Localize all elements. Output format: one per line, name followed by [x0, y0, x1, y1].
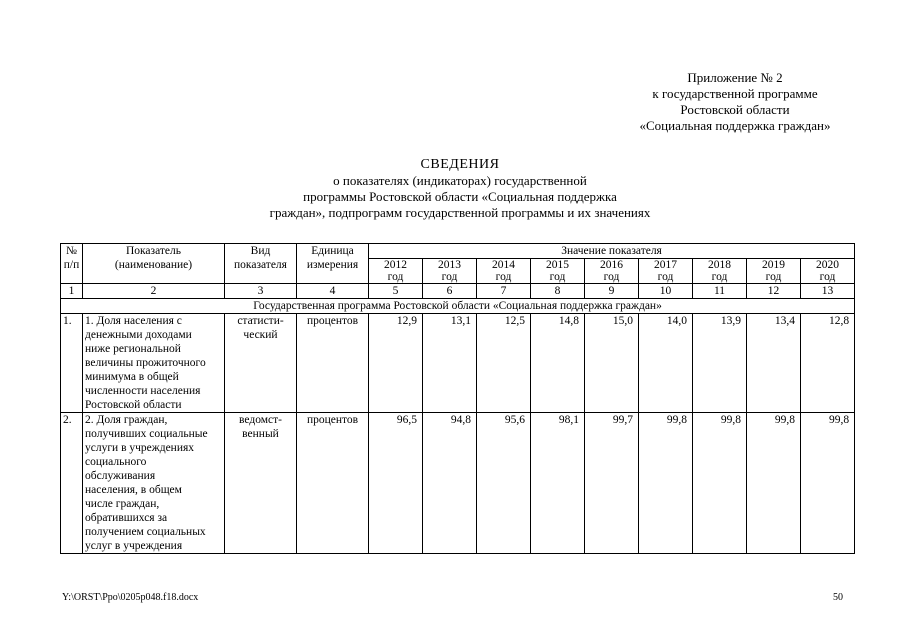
appendix-line: Приложение № 2: [687, 70, 783, 85]
appendix-line: «Социальная поддержка граждан»: [639, 118, 831, 133]
value-cell: 14,0: [639, 314, 693, 413]
column-number: 1: [61, 284, 83, 299]
title-line: программы Ростовской области «Социальная поддержка: [303, 189, 617, 204]
column-number: 3: [225, 284, 297, 299]
row-number: 2.: [61, 413, 83, 554]
value-cell: 12,8: [801, 314, 855, 413]
header-text: показателя: [234, 259, 287, 271]
indicator-line: обратившихся за: [85, 512, 168, 524]
value-cell: 99,8: [639, 413, 693, 554]
header-text: Вид: [250, 245, 271, 257]
column-number: 4: [297, 284, 369, 299]
year-label: 2015: [546, 259, 569, 271]
value-cell: 98,1: [531, 413, 585, 554]
year-label: 2012: [384, 259, 407, 271]
year-label: 2016: [600, 259, 623, 271]
indicator-type: [225, 413, 297, 554]
value-cell: 96,5: [369, 413, 423, 554]
year-label: 2019: [762, 259, 785, 271]
header-text: Единица: [311, 245, 354, 257]
value-cell: 13,9: [693, 314, 747, 413]
col-header-unit: [297, 244, 369, 284]
column-number: 12: [747, 284, 801, 299]
title-line: о показателях (индикаторах) государственной: [333, 173, 587, 188]
type-line: ческий: [243, 329, 278, 341]
column-number: 10: [639, 284, 693, 299]
header-text: (наименование): [114, 259, 193, 271]
unit-cell: процентов: [297, 413, 369, 554]
title-line: граждан», подпрограмм государственной программы и их значениях: [269, 205, 651, 220]
section-row: [61, 299, 855, 314]
indicator-line: населения, в общем: [85, 484, 182, 496]
value-cell: 14,8: [531, 314, 585, 413]
table-row: [61, 314, 855, 413]
col-header-values: Значение показателя: [369, 244, 855, 259]
indicator-line: обслуживания: [85, 470, 156, 482]
indicators-table: [60, 243, 855, 554]
year-label: 2017: [654, 259, 677, 271]
value-cell: 99,8: [747, 413, 801, 554]
indicator-type: [225, 314, 297, 413]
indicator-line: 2. Доля граждан,: [85, 414, 168, 426]
year-word: год: [765, 271, 782, 283]
year-header: [369, 259, 423, 284]
indicator-line: получивших социальные: [85, 428, 208, 440]
header-text: измерения: [306, 259, 359, 271]
year-word: год: [495, 271, 512, 283]
column-number: 8: [531, 284, 585, 299]
indicator-line: услуги в учреждениях: [85, 442, 195, 454]
indicator-line: численности населения: [85, 385, 201, 397]
column-number: 13: [801, 284, 855, 299]
indicator-line: Ростовской области: [85, 399, 182, 411]
page-number: 50: [833, 592, 843, 603]
type-line: статисти-: [237, 315, 284, 327]
year-header: [801, 259, 855, 284]
section-title: Государственная программа Ростовской области «Социальная поддержка граждан»: [61, 299, 855, 314]
value-cell: 99,7: [585, 413, 639, 554]
year-word: год: [549, 271, 566, 283]
document-title: [160, 157, 760, 221]
value-cell: 99,8: [693, 413, 747, 554]
value-cell: 15,0: [585, 314, 639, 413]
indicator-line: социального: [85, 456, 147, 468]
value-cell: 13,1: [423, 314, 477, 413]
header-text: п/п: [63, 259, 80, 271]
appendix-line: Ростовской области: [680, 102, 790, 117]
year-header: [639, 259, 693, 284]
indicator-line: минимума в общей: [85, 371, 179, 383]
value-cell: 12,9: [369, 314, 423, 413]
year-label: 2014: [492, 259, 515, 271]
column-number: 5: [369, 284, 423, 299]
header-text: №: [66, 245, 77, 257]
year-word: год: [711, 271, 728, 283]
col-header-indicator: [83, 244, 225, 284]
header-row: [61, 244, 855, 259]
header-text: Показатель: [125, 245, 182, 257]
indicator-name: [83, 314, 225, 413]
indicator-line: получением социальных: [85, 526, 206, 538]
value-cell: 12,5: [477, 314, 531, 413]
column-number: 6: [423, 284, 477, 299]
value-cell: 95,6: [477, 413, 531, 554]
indicator-line: услуг в учреждения: [85, 540, 183, 552]
year-word: год: [657, 271, 674, 283]
column-number: 2: [83, 284, 225, 299]
year-word: год: [819, 271, 836, 283]
value-cell: 13,4: [747, 314, 801, 413]
column-number: 11: [693, 284, 747, 299]
year-label: 2020: [816, 259, 840, 271]
value-cell: 94,8: [423, 413, 477, 554]
column-number: 7: [477, 284, 531, 299]
indicator-line: денежными доходами: [85, 329, 192, 341]
type-line: ведомст-: [239, 414, 282, 426]
year-header: [585, 259, 639, 284]
type-line: венный: [242, 428, 279, 440]
year-word: год: [441, 271, 458, 283]
col-header-type: [225, 244, 297, 284]
year-header: [423, 259, 477, 284]
indicator-line: числе граждан,: [85, 498, 160, 510]
year-header: [531, 259, 585, 284]
indicator-name: [83, 413, 225, 554]
table-row: [61, 413, 855, 554]
year-header: [693, 259, 747, 284]
file-path: Y:\ORST\Ppo\0205p048.f18.docx: [62, 592, 199, 603]
year-word: год: [387, 271, 404, 283]
col-header-num: [61, 244, 83, 284]
row-number: 1.: [61, 314, 83, 413]
indicator-line: 1. Доля населения с: [85, 315, 182, 327]
title-heading: СВЕДЕНИЯ: [420, 157, 500, 172]
appendix-line: к государственной программе: [652, 86, 818, 101]
year-word: год: [603, 271, 620, 283]
appendix-header: [600, 70, 870, 134]
year-label: 2013: [438, 259, 461, 271]
column-number-row: [61, 284, 855, 299]
unit-cell: процентов: [297, 314, 369, 413]
column-number: 9: [585, 284, 639, 299]
value-cell: 99,8: [801, 413, 855, 554]
indicator-line: величины прожиточного: [85, 357, 206, 369]
year-label: 2018: [708, 259, 731, 271]
year-header: [747, 259, 801, 284]
year-header: [477, 259, 531, 284]
indicator-line: ниже региональной: [85, 343, 181, 355]
